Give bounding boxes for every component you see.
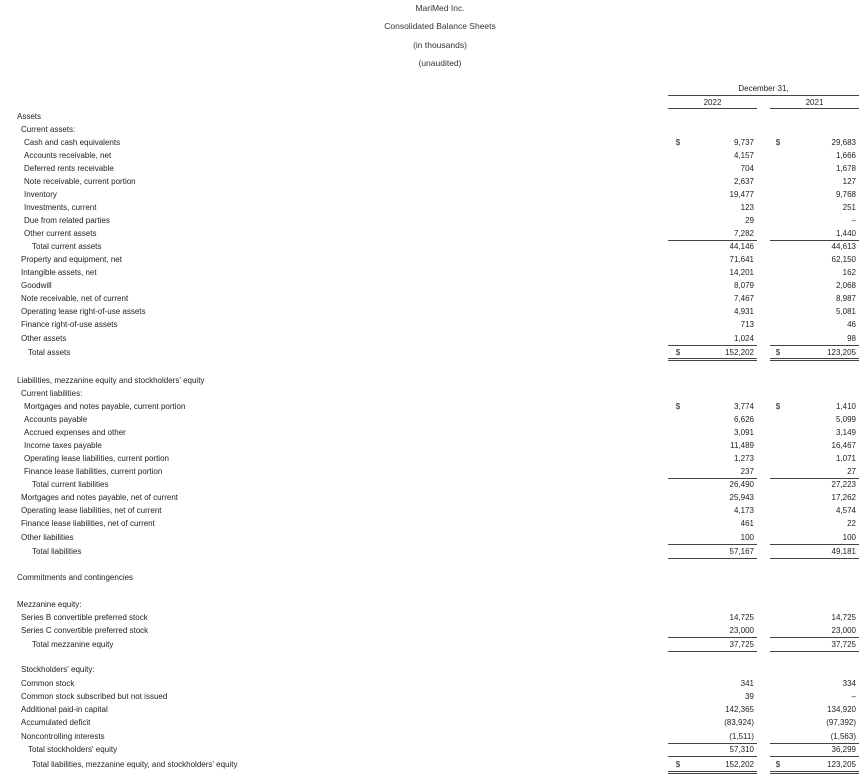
row-label: Additional paid-in capital bbox=[21, 705, 108, 714]
value-2022: 23,000 bbox=[729, 626, 754, 635]
value-2021: 27 bbox=[847, 467, 856, 476]
value-2022: 1,024 bbox=[733, 334, 754, 343]
value-2022: 39 bbox=[745, 692, 754, 701]
subtotal-rule bbox=[668, 756, 757, 757]
audit-status: (unaudited) bbox=[418, 58, 462, 68]
value-2021: 27,223 bbox=[831, 480, 856, 489]
value-2021: 251 bbox=[842, 203, 856, 212]
subtotal-rule bbox=[668, 544, 757, 545]
value-2022: 3,774 bbox=[733, 402, 754, 411]
mezzanine-heading: Mezzanine equity: bbox=[17, 600, 82, 609]
subtotal-rule bbox=[668, 637, 757, 638]
subtotal-rule bbox=[668, 558, 757, 559]
row-label: Total stockholders' equity bbox=[28, 745, 118, 754]
value-2022: 37,725 bbox=[729, 640, 754, 649]
value-2022: 3,091 bbox=[733, 428, 754, 437]
subtotal-rule bbox=[770, 756, 859, 757]
year-2021-header: 2021 bbox=[805, 98, 824, 107]
row-label: Cash and cash equivalents bbox=[24, 138, 121, 147]
value-2021: 22 bbox=[847, 519, 856, 528]
value-2021: 5,099 bbox=[835, 415, 856, 424]
row-label: Goodwill bbox=[21, 281, 52, 290]
value-2022: (1,511) bbox=[729, 732, 754, 741]
value-2022: 704 bbox=[740, 164, 754, 173]
value-2021: 49,181 bbox=[831, 547, 856, 556]
value-2022: 11,489 bbox=[730, 441, 754, 450]
row-label: Deferred rents receivable bbox=[24, 164, 114, 173]
value-2022: 152,202 bbox=[725, 760, 754, 769]
total-double-rule bbox=[770, 358, 859, 361]
subtotal-rule bbox=[668, 345, 757, 346]
row-label: Operating lease right-of-use assets bbox=[21, 307, 146, 316]
value-2021: 37,725 bbox=[831, 640, 856, 649]
period-header: December 31, bbox=[738, 84, 789, 93]
value-2022: 100 bbox=[740, 533, 754, 542]
value-2021: 1,666 bbox=[835, 151, 856, 160]
currency-symbol: $ bbox=[775, 402, 781, 411]
row-label: Operating lease liabilities, net of current bbox=[21, 506, 162, 515]
value-2021: 1,410 bbox=[835, 402, 856, 411]
subtotal-rule bbox=[770, 240, 859, 241]
row-label: Note receivable, current portion bbox=[24, 177, 136, 186]
row-label: Income taxes payable bbox=[24, 441, 102, 450]
stockholders-heading: Stockholders' equity: bbox=[21, 665, 95, 674]
row-label: Accumulated deficit bbox=[21, 718, 91, 727]
value-2022: 29 bbox=[745, 216, 754, 225]
company-name: MariMed Inc. bbox=[415, 3, 465, 13]
liabilities-equity-heading: Liabilities, mezzanine equity and stockholders' equity bbox=[17, 376, 205, 385]
year-2022-header-rule bbox=[668, 108, 757, 109]
value-2021: 44,613 bbox=[831, 242, 856, 251]
row-label: Finance lease liabilities, current portion bbox=[24, 467, 163, 476]
row-label: Other current assets bbox=[24, 229, 97, 238]
value-2021: 5,081 bbox=[835, 307, 856, 316]
value-2021: 162 bbox=[842, 268, 856, 277]
currency-symbol: $ bbox=[675, 138, 681, 147]
row-label: Total assets bbox=[28, 348, 71, 357]
total-double-rule bbox=[668, 771, 757, 774]
row-label: Other assets bbox=[21, 334, 67, 343]
row-label: Inventory bbox=[24, 190, 57, 199]
value-2022: 44,146 bbox=[729, 242, 754, 251]
value-2021: 16,467 bbox=[831, 441, 856, 450]
value-2021: 1,678 bbox=[835, 164, 856, 173]
value-2021: 127 bbox=[842, 177, 856, 186]
value-2022: 25,943 bbox=[729, 493, 754, 502]
value-2022: 123 bbox=[740, 203, 754, 212]
value-2021: 3,149 bbox=[835, 428, 856, 437]
value-2021: 1,440 bbox=[835, 229, 856, 238]
value-2021: (1,563) bbox=[830, 732, 856, 741]
currency-symbol: $ bbox=[675, 402, 681, 411]
row-label: Total current liabilities bbox=[32, 480, 109, 489]
row-label: Series C convertible preferred stock bbox=[21, 626, 149, 635]
subtotal-rule bbox=[770, 478, 859, 479]
value-2022: 19,477 bbox=[729, 190, 754, 199]
subtotal-rule bbox=[770, 558, 859, 559]
subtotal-rule bbox=[770, 743, 859, 744]
value-2021: – bbox=[851, 692, 856, 701]
value-2022: 2,637 bbox=[733, 177, 754, 186]
row-label: Other liabilities bbox=[21, 533, 74, 542]
value-2022: 341 bbox=[740, 679, 754, 688]
subtotal-rule bbox=[668, 743, 757, 744]
units-note: (in thousands) bbox=[413, 40, 467, 50]
year-2022-header: 2022 bbox=[703, 98, 722, 107]
value-2022: (83,924) bbox=[724, 718, 754, 727]
value-2021: 9,768 bbox=[835, 190, 856, 199]
currency-symbol: $ bbox=[775, 138, 781, 147]
value-2021: 134,920 bbox=[827, 705, 856, 714]
currency-symbol: $ bbox=[775, 348, 781, 357]
value-2022: 4,157 bbox=[733, 151, 754, 160]
row-label: Accounts payable bbox=[24, 415, 88, 424]
row-label: Investments, current bbox=[24, 203, 97, 212]
currency-symbol: $ bbox=[775, 760, 781, 769]
row-label: Total current assets bbox=[32, 242, 102, 251]
total-double-rule bbox=[770, 771, 859, 774]
period-header-rule bbox=[668, 95, 859, 96]
subtotal-rule bbox=[668, 478, 757, 479]
value-2022: 7,467 bbox=[733, 294, 754, 303]
row-label: Intangible assets, net bbox=[21, 268, 97, 277]
row-label: Due from related parties bbox=[24, 216, 110, 225]
value-2022: 4,173 bbox=[733, 506, 754, 515]
row-label: Accrued expenses and other bbox=[24, 428, 126, 437]
value-2021: 1,071 bbox=[835, 454, 856, 463]
row-label: Finance right-of-use assets bbox=[21, 320, 118, 329]
row-label: Mortgages and notes payable, current portion bbox=[24, 402, 186, 411]
value-2021: 123,205 bbox=[827, 760, 856, 769]
row-label: Common stock bbox=[21, 679, 75, 688]
value-2021: – bbox=[851, 216, 856, 225]
value-2021: 123,205 bbox=[827, 348, 856, 357]
value-2021: (97,392) bbox=[826, 718, 856, 727]
value-2022: 8,079 bbox=[733, 281, 754, 290]
row-label: Total mezzanine equity bbox=[32, 640, 114, 649]
row-label: Property and equipment, net bbox=[21, 255, 122, 264]
value-2022: 237 bbox=[740, 467, 754, 476]
row-label: Series B convertible preferred stock bbox=[21, 613, 148, 622]
year-2021-header-rule bbox=[770, 108, 859, 109]
assets-heading: Assets bbox=[17, 112, 42, 121]
row-label: Common stock subscribed but not issued bbox=[21, 692, 168, 701]
value-2021: 4,574 bbox=[835, 506, 856, 515]
value-2022: 57,167 bbox=[729, 547, 754, 556]
value-2021: 62,150 bbox=[831, 255, 856, 264]
row-label: Finance lease liabilities, net of current bbox=[21, 519, 155, 528]
value-2021: 23,000 bbox=[831, 626, 856, 635]
subtotal-rule bbox=[770, 345, 859, 346]
commitments-heading: Commitments and contingencies bbox=[17, 573, 134, 582]
statement-title: Consolidated Balance Sheets bbox=[384, 21, 496, 31]
value-2022: 6,626 bbox=[733, 415, 754, 424]
value-2021: 17,262 bbox=[831, 493, 856, 502]
value-2021: 14,725 bbox=[831, 613, 856, 622]
row-label: Operating lease liabilities, current portion bbox=[24, 454, 169, 463]
value-2022: 9,737 bbox=[733, 138, 754, 147]
value-2022: 7,282 bbox=[733, 229, 754, 238]
row-label: Total liabilities bbox=[32, 547, 82, 556]
value-2021: 2,068 bbox=[835, 281, 856, 290]
row-label: Accounts receivable, net bbox=[24, 151, 112, 160]
value-2021: 98 bbox=[847, 334, 856, 343]
value-2021: 46 bbox=[847, 320, 856, 329]
currency-symbol: $ bbox=[675, 348, 681, 357]
row-label: Total liabilities, mezzanine equity, and stockholders' equity bbox=[32, 760, 238, 769]
subtotal-rule bbox=[770, 651, 859, 652]
value-2022: 57,310 bbox=[729, 745, 754, 754]
value-2022: 152,202 bbox=[725, 348, 754, 357]
row-label: Note receivable, net of current bbox=[21, 294, 129, 303]
value-2022: 713 bbox=[740, 320, 754, 329]
current-assets-heading: Current assets: bbox=[21, 125, 76, 134]
value-2022: 1,273 bbox=[733, 454, 754, 463]
value-2021: 8,987 bbox=[835, 294, 856, 303]
total-double-rule bbox=[668, 358, 757, 361]
row-label: Noncontrolling interests bbox=[21, 732, 105, 741]
value-2022: 142,365 bbox=[725, 705, 754, 714]
subtotal-rule bbox=[668, 240, 757, 241]
subtotal-rule bbox=[668, 651, 757, 652]
value-2022: 4,931 bbox=[733, 307, 754, 316]
value-2021: 36,299 bbox=[831, 745, 856, 754]
value-2022: 26,490 bbox=[729, 480, 754, 489]
value-2022: 461 bbox=[740, 519, 754, 528]
row-label: Mortgages and notes payable, net of current bbox=[21, 493, 178, 502]
value-2022: 14,201 bbox=[729, 268, 754, 277]
value-2021: 100 bbox=[842, 533, 856, 542]
value-2021: 334 bbox=[842, 679, 856, 688]
subtotal-rule bbox=[770, 637, 859, 638]
value-2022: 14,725 bbox=[729, 613, 754, 622]
subtotal-rule bbox=[770, 544, 859, 545]
currency-symbol: $ bbox=[675, 760, 681, 769]
value-2021: 29,683 bbox=[831, 138, 856, 147]
current-liabilities-heading: Current liabilities: bbox=[21, 389, 83, 398]
value-2022: 71,641 bbox=[729, 255, 754, 264]
